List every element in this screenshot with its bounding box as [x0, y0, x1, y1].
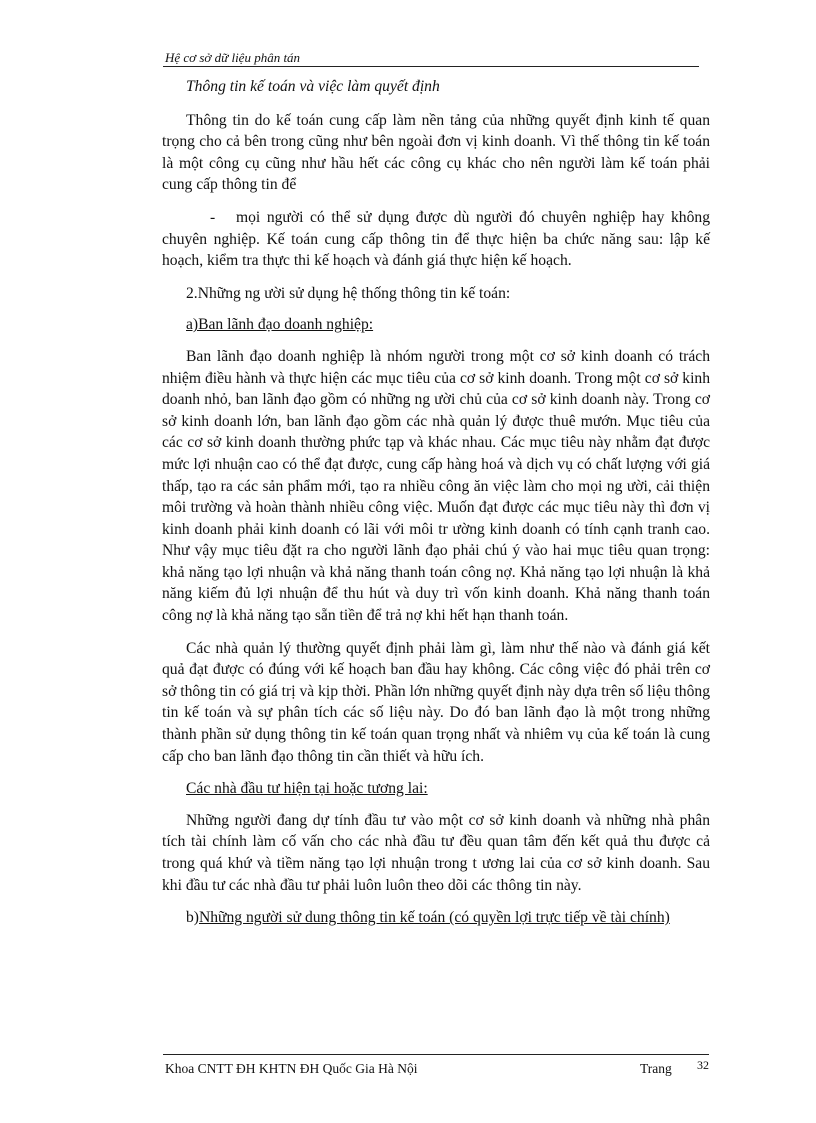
paragraph-2-text: mọi người có thể sử dụng được dù người đó chuyên nghiệp hay không chuyên nghiệp. Kế toán cung cấp thông tin để thực hiện ba chức năng sau: lập kế hoạch, kiểm tra thực thi kế hoạch và đánh giá thực hiện kế hoạch. [162, 208, 710, 270]
heading-b-prefix: b) [186, 909, 199, 927]
heading-b-text: Những người sử dung thông tin kế toán (có quyền lợi trực tiếp về tài chính) [199, 909, 670, 927]
heading-investors [162, 778, 710, 800]
heading-management-text: a)Ban lãnh đạo doanh nghiệp: [186, 316, 374, 334]
heading-financial-users [162, 907, 710, 929]
heading-investors-text: Các nhà đầu tư hiện tại hoặc tương lai: [186, 780, 428, 798]
section-title: Thông tin kế toán và việc làm quyết định [186, 78, 440, 95]
dash-marker: - [210, 208, 216, 226]
footer-page-label: Trang [640, 1061, 672, 1076]
heading-users: 2.Những ng ười sử dụng hệ thống thông tin kế toán: [186, 284, 511, 302]
heading-management [162, 314, 710, 336]
footer-institution: Khoa CNTT ĐH KHTN ĐH Quốc Gia Hà Nội [165, 1061, 418, 1076]
paragraph-1: Thông tin do kế toán cung cấp làm nền tảng của những quyết định kinh tế quan trọng cho cả bên trong cũng như bên ngoài đơn vị kinh doanh. Vì thế thông tin kế toán là một công cụ cũng như hầu hết các công cụ khác cho nên người làm kế toán phải cung cấp thông tin để [162, 111, 710, 194]
page-content [162, 76, 710, 940]
paragraph-5: Những người đang dự tính đầu tư vào một cơ sở kinh doanh và những nhà phân tích tài chính làm cố vấn cho các nhà đầu tư đều quan tâm đến kết quả thu được cả trong quá khứ và tiềm năng tạo lợi nhuận trong t ương lai của cơ sở kinh doanh. Sau khi đầu tư các nhà đầu tư phải luôn luôn theo dõi các thông tin này. [162, 811, 710, 894]
paragraph-4: Các nhà quản lý thường quyết định phải làm gì, làm như thế nào và đánh giá kết quả đạt được có đúng với kế hoạch ban đầu hay không. Các công việc đó phải trên cơ sở thông tin có giá trị và kịp thời. Phần lớn những quyết định này dựa trên số liệu thông tin kế toán và sự phân tích các số liệu này. Do đó ban lãnh đạo là một trong những thành phần sử dụng thông tin kế toán quan trọng nhất và nhiêm vụ của kế toán là cung cấp cho ban lãnh đạo thông tin cần thiết và hữu ích. [162, 639, 710, 765]
paragraph-3: Ban lãnh đạo doanh nghiệp là nhóm người trong một cơ sở kinh doanh có trách nhiệm điều hành và thực hiện các mục tiêu của cơ sở kinh doanh. Trong một cơ sở kinh doanh nhỏ, ban lãnh đạo gồm có những ng ười chủ của cơ sở kinh doanh này. Trong cơ sở kinh doanh lớn, ban lãnh đạo gồm các nhà quản lý được thuê mướn. Mục tiêu của các cơ sở kinh doanh thường phức tạp và khác nhau. Các mục tiêu này nhằm đạt được mức lợi nhuận cao có thể đạt được, cung cấp hàng hoá và dịch vụ có chất lượng với giá thấp, tạo ra các sản phẩm mới, tạo ra nhiều công ăn việc làm cho mọi ng ười, cải thiện môi trường và hoàn thành nhiều công việc. Muốn đạt được các mục tiêu này thì đơn vị kinh doanh phải kinh doanh có lãi với môi tr ường kinh doanh có tính cạnh tranh cao. Như vậy mục tiêu đặt ra cho người lãnh đạo phải chú ý vào hai mục tiêu quan trọng: khả năng tạo lợi nhuận và khả năng thanh toán công nợ. Khả năng tạo lợi nhuận là khả năng kiếm đủ lợi nhuận để thu hút và duy trì vốn kinh doanh. Khả năng thanh toán công nợ là khả năng tạo sẵn tiền để trả nợ khi hết hạn thanh toán. [162, 347, 710, 625]
paragraph-2 [162, 207, 710, 272]
running-header: Hệ cơ sở dữ liệu phân tán [165, 50, 301, 65]
footer-page-number: 32 [697, 1058, 709, 1072]
footer-rule [163, 1054, 709, 1055]
header-rule [163, 66, 699, 67]
